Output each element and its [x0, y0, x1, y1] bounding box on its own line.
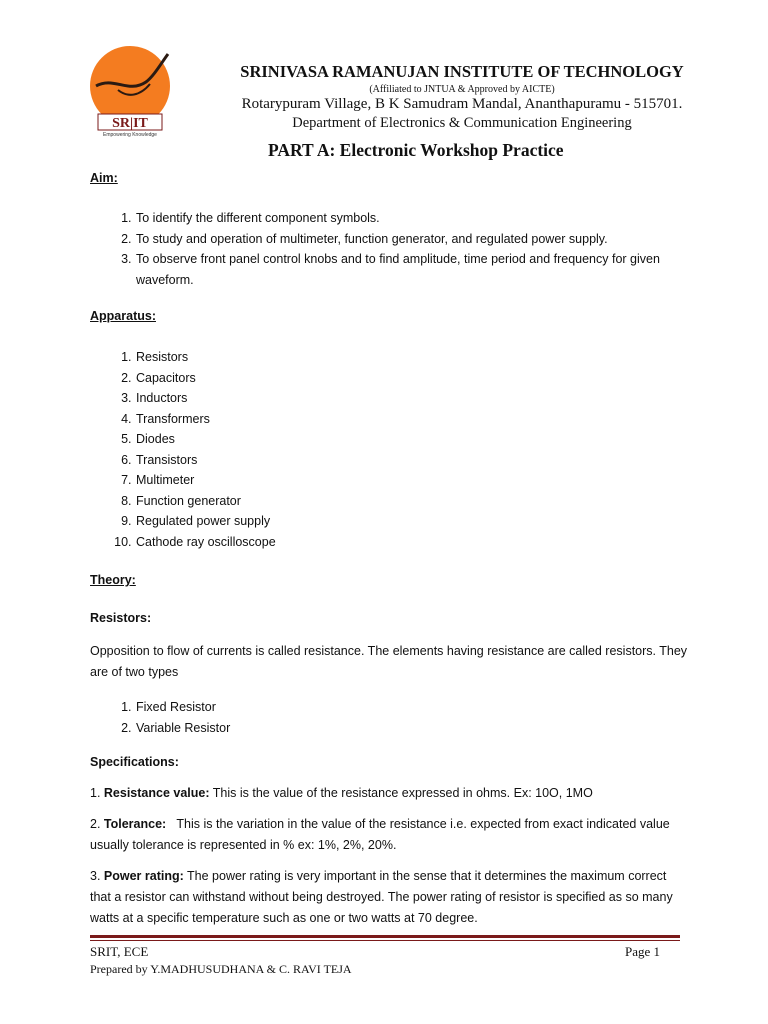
aim-heading: Aim: — [90, 171, 118, 185]
resistors-paragraph: Opposition to flow of currents is called resistance. The elements having resistance are called resistors. They are of two types — [90, 644, 688, 679]
footer-rule — [90, 935, 680, 938]
list-item: 3. Inductors — [135, 388, 690, 409]
list-item: 9. Regulated power supply — [135, 511, 690, 532]
svg-text:Empowering Knowledge: Empowering Knowledge — [103, 132, 157, 138]
institute-name: SRINIVASA RAMANUJAN INSTITUTE OF TECHNOLOGY — [240, 62, 684, 81]
list-item: 3. To observe front panel control knobs and to find amplitude, time period and frequency for given waveform. — [135, 249, 690, 290]
resistors-heading: Resistors: — [90, 611, 152, 625]
list-item: 4. Transformers — [135, 409, 690, 430]
spec-label: Power rating: — [103, 869, 184, 883]
spec-power-rating: 3. Power rating: The power rating is very important in the sense that it determines the maximum correct that a resistor can withstand without being destroyed. The power rating of resistor is specified as so many watts at a specific temperature such as one or two watts at 70 degree. — [90, 869, 673, 925]
list-item: 2. Capacitors — [135, 368, 690, 389]
svg-text:SR|IT: SR|IT — [112, 116, 148, 131]
resistor-types-list — [90, 697, 690, 738]
list-item: 8. Function generator — [135, 491, 690, 512]
spec-label: Resistance value: — [103, 786, 210, 800]
list-item: 2. Variable Resistor — [135, 718, 690, 739]
theory-heading: Theory: — [90, 573, 136, 587]
list-item: 2. To study and operation of multimeter, function generator, and regulated power supply. — [135, 229, 690, 250]
spec-label: Tolerance: — [103, 817, 167, 831]
list-item: 1. Fixed Resistor — [135, 697, 690, 718]
spec-resistance-value: 1. Resistance value: This is the value of the resistance expressed in ohms. Ex: 10O, 1MO — [90, 786, 593, 800]
list-item: 6. Transistors — [135, 450, 690, 471]
prepared-by: Prepared by Y.MADHUSUDHANA & C. RAVI TEJA — [90, 962, 352, 976]
list-item: 1. To identify the different component symbols. — [135, 208, 690, 229]
list-item: 1. Resistors — [135, 347, 690, 368]
spec-tolerance: 2. Tolerance: This is the variation in the value of the resistance i.e. expected from exact indicated value usually tolerance is represented in % ex: 1%, 2%, 20%. — [90, 817, 674, 852]
footer-rule-thin — [90, 940, 680, 941]
footer-department: SRIT, ECE — [90, 944, 149, 959]
apparatus-list — [90, 347, 690, 552]
page-number: Page 1 — [624, 944, 660, 959]
document-body — [90, 168, 690, 929]
list-item: 10. Cathode ray oscilloscope — [135, 532, 690, 553]
srit-logo — [88, 46, 172, 138]
department-line: Department of Electronics & Communication Engineering — [292, 115, 632, 131]
list-item: 7. Multimeter — [135, 470, 690, 491]
affiliation-line: (Affiliated to JNTUA & Approved by AICTE) — [369, 84, 555, 95]
list-item: 5. Diodes — [135, 429, 690, 450]
aim-list — [90, 208, 690, 290]
part-title: PART A: Electronic Workshop Practice — [268, 140, 564, 160]
address-line: Rotarypuram Village, B K Samudram Mandal, Ananthapuramu - 515701. — [241, 96, 683, 112]
apparatus-heading: Apparatus: — [90, 309, 156, 323]
specifications-heading: Specifications: — [90, 755, 179, 769]
